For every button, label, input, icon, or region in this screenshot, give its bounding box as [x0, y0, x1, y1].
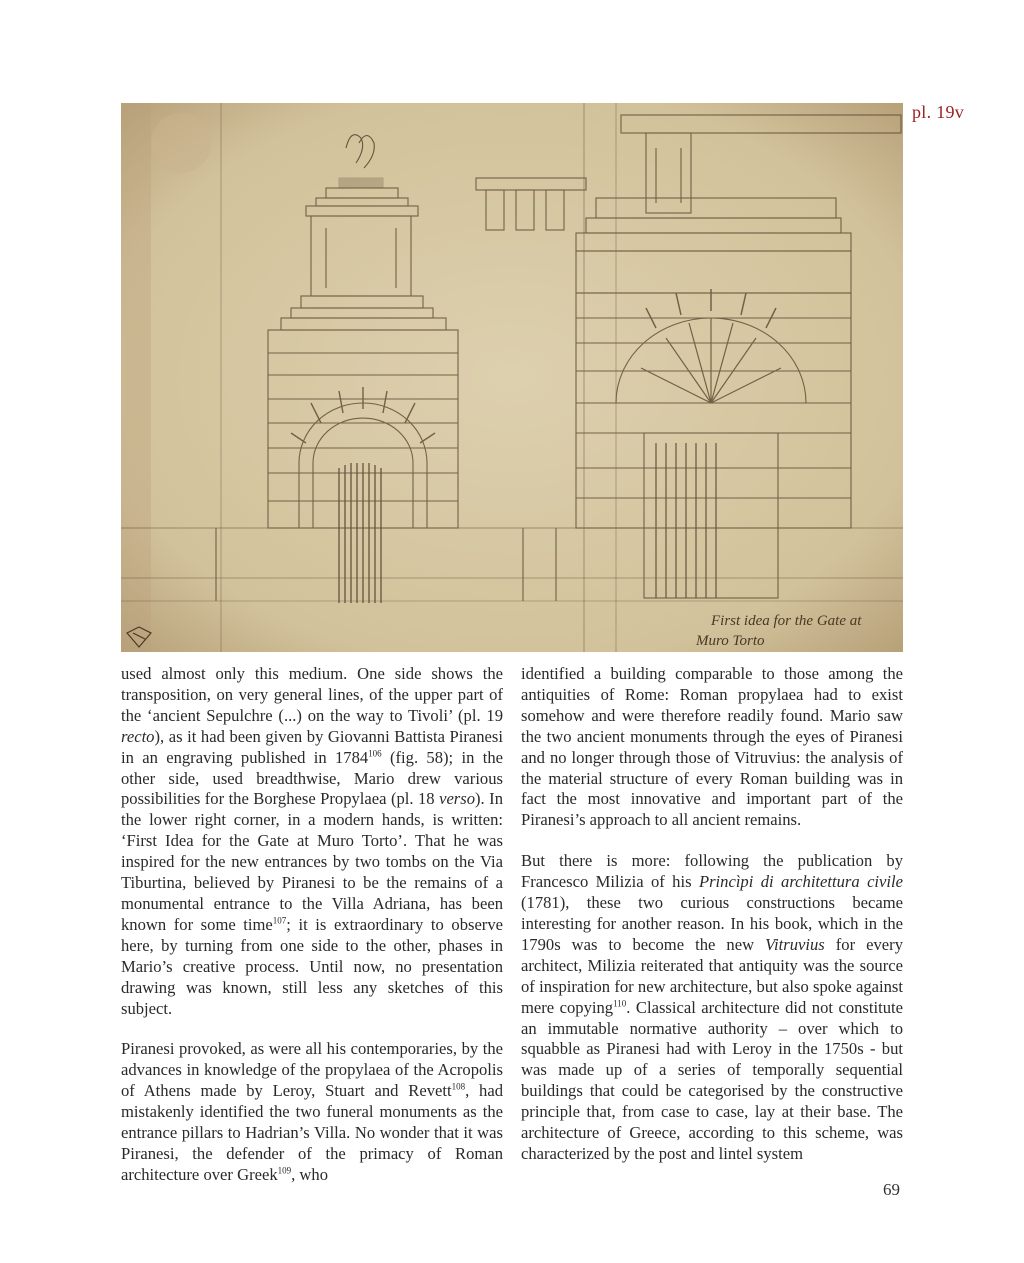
footnote-ref[interactable]: 106 — [368, 748, 382, 759]
footnote-ref[interactable]: 110 — [613, 998, 627, 1009]
plate-label: pl. 19v — [912, 102, 965, 122]
footnote-ref[interactable]: 108 — [451, 1081, 466, 1092]
page-number: 69 — [883, 1180, 900, 1199]
inscription-line-1: First idea for the Gate at — [711, 613, 862, 629]
right-paragraph-1: identified a building comparable to those among the antiquities of Rome: Roman propylaea had to exist somehow and were therefore readily found. Mario saw the two ancient monuments through the eyes of Piranesi and no longer through those of Vitruvius: the analysis of the material structure of every Roman building was in fact the most innovative and important part of the Piranesi’s approach to all ancient remains. — [521, 664, 903, 830]
right-paragraph-2: But there is more: following the publication by Francesco Milizia of his Princìpi di architettura civile (1781), these two curious constructions became interesting for another reason. In his book, which in the 1790s was to become the new Vitruvius for every architect, Milizia reiterated that antiquity was the source of inspiration for new architecture, but also spoke against mere copying$^{110}$. Classical architecture did not constitute an immutable normative authority – over which to squabble as Piranesi had with Leroy in the 1750s - but was made up of a series of temporally sequential buildings that could be categorised by the constructive principle that, from case to case, lay at their base. The architecture of Greece, according to this scheme, was characterized by the post and lintel system — [521, 851, 903, 1163]
right-column — [521, 664, 903, 1165]
left-paragraph-2: Piranesi provoked, as were all his contemporaries, by the advances in knowledge of the propylaea of the Acropolis of Athens made by Leroy, Stuart and Revett$^{108}$, had mistakenly identified the two funeral monuments as the entrance pillars to Hadrian’s Villa. No wonder that it was Piranesi, the defender of the primacy of Roman architecture over Greek$^{109}$, who — [121, 1039, 503, 1184]
left-paragraph-1: used almost only this medium. One side shows the transposition, on very general lines, of the upper part of the ‘ancient Sepulchre (...) on the way to Tivoli’ (pl. 19 recto), as it had been given by Giovanni Battista Piranesi in an engraving published in 1784$^{106}$ (fig. 58); in the other side, used breadthwise, Mario drew various possibilities for the Borghese Propylaea (pl. 18 verso). In the lower right corner, in a modern hands, is written: ‘First Idea for the Gate at Muro Torto’. That he was inspired for the new entrances by two tombs on the Via Tiburtina, believed by Piranesi to be the remains of a monumental entrance to the Villa Adriana, has been known for some time$^{107}$; it is extraordinary to observe here, by turning from one side to the other, phases in Mario’s creative process. Until now, no presentation drawing was known, still less any sketches of this subject. — [121, 664, 503, 1018]
inscription-line-2: Muro Torto — [696, 633, 765, 649]
architectural-sketch — [121, 103, 903, 652]
drawing-plate — [121, 103, 903, 652]
left-column — [121, 664, 503, 1186]
footnote-ref[interactable]: 107 — [272, 915, 287, 926]
footnote-ref[interactable]: 109 — [277, 1165, 292, 1176]
